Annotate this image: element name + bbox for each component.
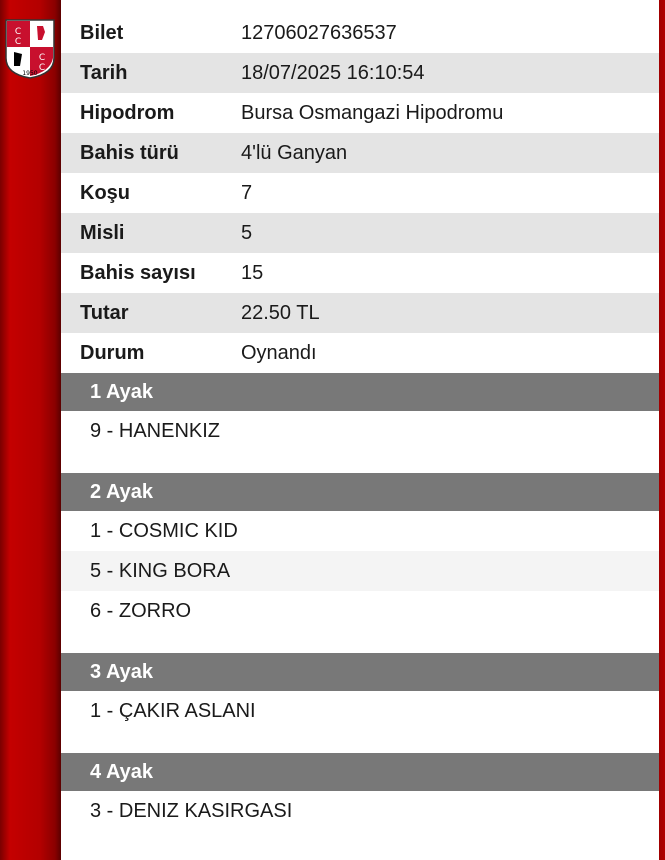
ticket-info-row: [61, 253, 659, 293]
leg-header: 2 Ayak: [61, 473, 659, 511]
ticket-info-value: 7: [241, 181, 253, 204]
leg-horse-item: 9 - HANENKIZ: [90, 419, 221, 442]
ticket-info-value: 4'lü Ganyan: [241, 141, 348, 164]
ticket-info-label: Bilet: [80, 21, 124, 44]
logo-shield-icon: [4, 18, 56, 80]
leg-header: 1 Ayak: [61, 373, 659, 411]
ticket-info-row: [61, 333, 659, 373]
ticket-info-label: Hipodrom: [80, 101, 175, 124]
leg-spacer: [61, 731, 659, 753]
leg-header: 4 Ayak: [61, 753, 659, 791]
ticket-info-label: Misli: [80, 221, 125, 244]
ticket-info-value: Bursa Osmangazi Hipodromu: [241, 101, 504, 124]
ticket-info-value: Oynandı: [241, 341, 317, 364]
ticket-info-value: 18/07/2025 16:10:54: [241, 61, 425, 84]
ticket-info-label: Durum: [80, 341, 145, 364]
logo-year: 1950: [22, 70, 38, 77]
ticket-info-label: Bahis sayısı: [80, 261, 196, 284]
leg-horse-item: 5 - KING BORA: [61, 551, 659, 591]
ticket-info-row: [61, 0, 659, 53]
ticket-info-table: [61, 0, 659, 373]
svg-text:C: C: [14, 37, 22, 47]
ticket-info-row: [61, 133, 659, 173]
ticket-info-value: 15: [241, 261, 264, 284]
ticket-info-row: [61, 53, 659, 93]
jockey-club-logo[interactable]: [4, 18, 56, 80]
svg-text:C: C: [38, 63, 46, 73]
svg-text:C: C: [38, 53, 46, 63]
ticket-info-row: [61, 213, 659, 253]
leg-header: 3 Ayak: [61, 653, 659, 691]
ticket-info-label: Tutar: [80, 301, 129, 324]
leg-horse-item: 6 - ZORRO: [90, 599, 192, 622]
ticket-legs-list: [61, 373, 659, 831]
leg-horse-item: 3 - DENIZ KASIRGASI: [90, 799, 293, 822]
ticket-info-row: [61, 93, 659, 133]
ticket-info-row: [61, 173, 659, 213]
svg-text:C: C: [14, 27, 22, 37]
ticket-info-label: Bahis türü: [80, 141, 179, 164]
ticket-info-value: 22.50 TL: [241, 301, 320, 324]
ticket-info-row: [61, 293, 659, 333]
leg-spacer: [61, 451, 659, 473]
leg-spacer: [61, 631, 659, 653]
ticket-info-label: Koşu: [80, 181, 130, 204]
ticket-info-value: 5: [241, 221, 253, 244]
ticket-info-label: Tarih: [80, 61, 128, 84]
leg-horse-item: 1 - COSMIC KID: [90, 519, 238, 542]
ticket-info-value: 12706027636537: [241, 21, 397, 44]
ticket-detail-panel: [61, 0, 659, 860]
leg-horse-item: 1 - ÇAKIR ASLANI: [90, 699, 256, 722]
